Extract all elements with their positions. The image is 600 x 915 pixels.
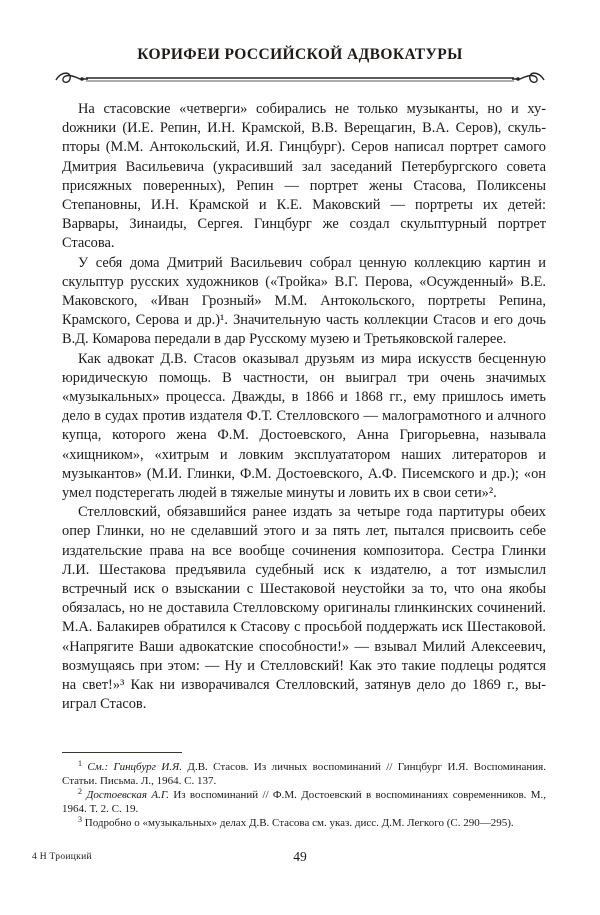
header-ornament-rule	[52, 68, 548, 88]
footnote-number: 1	[78, 759, 82, 768]
footnote-number: 3	[78, 815, 82, 824]
footnote-text: Подробно о «музыкальных» делах Д.В. Стасова см. указ. дисс. Д.М. Легкого (С. 290—295).	[82, 817, 514, 829]
paragraph: На стасовские «четверги» собирались не только музыканты, но и хуdожники (И.Е. Репин, И.Н. Крамской, В.В. Верещагин, В.А. Серов), скульпторы (М.М. Антокольский, И.Я. Гинцбург). Серов написал портрет самого Дмитрия Васильевича (украсивший зал заседаний Петербургского совета присяжных поверенных), Репин — портрет жены Стасова, Поликсены Степановны, И.Н. Крамской и К.Е. Маковский — портреты их детей: Варвары, Зинаиды, Сергея. Гинцбург же создал скульптурный портрет Стасова.	[62, 101, 546, 252]
main-text	[62, 100, 546, 715]
paragraph: Стелловский, обязавшийся ранее издать за четыре года партитуры обеих опер Глинки, но не сделавший этого и за пять лет, пытался присвоить себе издательские права на все вообще сочинения композитора. Сестра Глинки Л.И. Шестакова предъявила судебный иск к издателю, а тот измыслил встречный иск о взыскании с Шестаковой неустойки за то, что она якобы обязалась, но не доставила Стелловскому оригиналы глинкинских сочинений. М.А. Балакирев обратился к Стасову с просьбой поддержать иск Шестаковой. «Напрягите Ваши адвокатские способности!» — взывал Милий Алексеевич, возмущаясь при этом: — Ну и Стелловский! Как это такие подлецы родятся на свет!»³ Как ни изворачивался Стелловский, затянув дело до 1869 г., выиграл Стасов.	[62, 504, 546, 713]
printer-signature: 4 Н Троицкий	[32, 852, 92, 862]
footnotes	[62, 761, 546, 832]
footnote-text: Д.В. Стасов. Из личных воспоминаний // Гинцбург И.Я. Воспоминания. Статьи. Письма. Л., 1964. С. 137.	[62, 761, 546, 787]
footnote	[62, 789, 546, 816]
footnote-text: Из воспоминаний // Ф.М. Достоевский в воспоминаниях современников. М., 1964. Т. 2. С. 19.	[62, 789, 547, 815]
footnote	[62, 761, 546, 788]
footnote-number: 2	[78, 787, 82, 796]
page-number: 49	[293, 849, 307, 864]
running-title: КОРИФЕИ РОССИЙСКОЙ АДВОКАТУРЫ	[137, 46, 463, 63]
footnote-author: См.: Гинцбург И.Я.	[87, 761, 183, 773]
footnote-author: Достоевская А.Г.	[86, 789, 169, 801]
footnote-divider	[62, 752, 182, 753]
footnote	[62, 817, 546, 831]
paragraph: Как адвокат Д.В. Стасов оказывал друзьям из мира искусств бесценную юридическую помощь. В частности, он выиграл три очень значимых «музыкальных» процесса. Дважды, в 1866 и 1868 гг., ему пришлось иметь дело в судах против издателя Ф.Т. Стелловского — малограмотного и алчного купца, которого жена Ф.М. Достоевского, Анна Григорьевна, называла «хищником», «хитрым и ловким эксплуататором наших литераторов и музыкантов» (М.И. Глинки, Ф.М. Достоевского, А.Ф. Писемского и др.); «он умел подстерегать людей в тяжелые минуты и ловить их в свои сети»².	[62, 350, 546, 502]
paragraph: У себя дома Дмитрий Васильевич собрал ценную коллекцию картин и скульптур русских художников («Тройка» В.Г. Перова, «Осужденный» В.Е. Маковского, «Иван Грозный» М.М. Антокольского, портреты Репина, Крамского, Серова и др.)¹. Значительную часть коллекции Стасов и его дочь В.Д. Комарова передали в дар Русскому музею и Третьяковской галерее.	[62, 254, 546, 348]
